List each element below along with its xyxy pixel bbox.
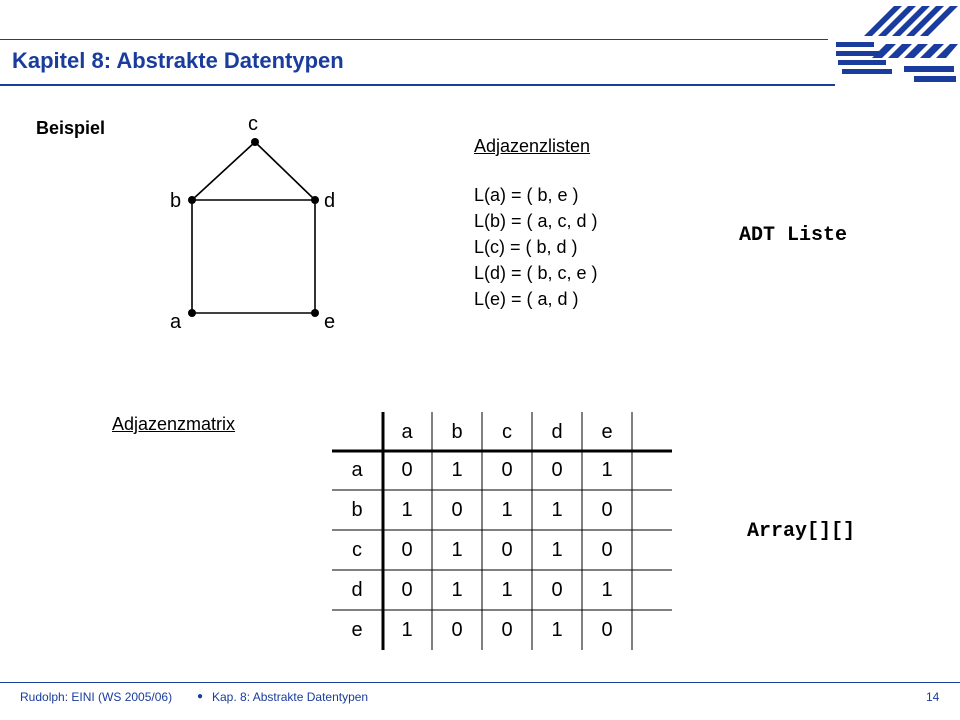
matrix-grid bbox=[322, 412, 672, 652]
page-number: 14 bbox=[926, 690, 940, 704]
matrix-cell: 0 bbox=[401, 458, 413, 481]
matrix-cell: 0 bbox=[501, 458, 513, 481]
footer-author: Rudolph: EINI (WS 2005/06) bbox=[20, 690, 173, 704]
matrix-row-header: c bbox=[352, 538, 362, 561]
matrix-cell: 1 bbox=[451, 578, 463, 601]
vertex-label-e: e bbox=[324, 311, 336, 333]
adjacency-matrix bbox=[322, 412, 672, 652]
section-label-beispiel: Beispiel bbox=[36, 118, 106, 138]
vertex-b-dot bbox=[188, 196, 196, 204]
matrix-cell: 0 bbox=[401, 578, 413, 601]
matrix-cell: 0 bbox=[501, 618, 513, 641]
footer-line bbox=[0, 682, 960, 683]
matrix-col-header: b bbox=[451, 420, 463, 443]
matrix-cell: 1 bbox=[551, 498, 563, 521]
matrix-cell: 1 bbox=[501, 498, 513, 521]
edge-c-b bbox=[192, 142, 255, 200]
matrix-cell: 0 bbox=[601, 498, 613, 521]
vertex-label-c: c bbox=[248, 113, 258, 135]
matrix-cell: 0 bbox=[601, 618, 613, 641]
matrix-col-header: a bbox=[401, 420, 413, 443]
matrix-row-header: e bbox=[351, 618, 363, 641]
matrix-cell: 0 bbox=[501, 538, 513, 561]
matrix-cell: 0 bbox=[451, 618, 463, 641]
matrix-col-header: c bbox=[502, 420, 512, 443]
matrix-cell: 0 bbox=[401, 538, 413, 561]
adjacency-list-line: L(c) = ( b, d ) bbox=[474, 237, 578, 257]
matrix-cell: 1 bbox=[451, 458, 463, 481]
adjacency-list-line: L(e) = ( a, d ) bbox=[474, 289, 579, 309]
vertex-d-dot bbox=[311, 196, 319, 204]
matrix-col-header: e bbox=[601, 420, 613, 443]
vertex-label-b: b bbox=[170, 190, 182, 212]
matrix-cell: 0 bbox=[551, 458, 563, 481]
matrix-cell: 1 bbox=[551, 538, 563, 561]
matrix-row-header: a bbox=[351, 458, 363, 481]
matrix-cell: 1 bbox=[401, 618, 413, 641]
matrix-col-header: d bbox=[551, 420, 563, 443]
university-logo-icon bbox=[824, 0, 960, 84]
footer-chapter: Kap. 8: Abstrakte Datentypen bbox=[212, 690, 369, 704]
title-underline bbox=[0, 84, 835, 86]
array-label: Array[][] bbox=[747, 520, 856, 543]
vertex-label-d: d bbox=[324, 190, 336, 212]
footer-bullet-icon: ● bbox=[197, 691, 204, 702]
adjacency-list-line: L(a) = ( b, e ) bbox=[474, 185, 579, 205]
adjacency-matrix-heading: Adjazenzmatrix bbox=[112, 414, 236, 434]
matrix-cell: 1 bbox=[601, 578, 613, 601]
matrix-cell: 1 bbox=[551, 618, 563, 641]
adjacency-lists-heading: Adjazenzlisten bbox=[474, 136, 591, 156]
vertex-e-dot bbox=[311, 309, 319, 317]
edge-c-d bbox=[255, 142, 315, 200]
vertex-label-a: a bbox=[170, 311, 182, 333]
matrix-row-header: b bbox=[351, 498, 363, 521]
graph-diagram bbox=[160, 108, 350, 338]
matrix-cell: 0 bbox=[451, 498, 463, 521]
matrix-cell: 0 bbox=[601, 538, 613, 561]
matrix-cell: 0 bbox=[551, 578, 563, 601]
matrix-cell: 1 bbox=[501, 578, 513, 601]
adjacency-list-line: L(d) = ( b, c, e ) bbox=[474, 263, 598, 283]
adt-liste-label: ADT Liste bbox=[739, 224, 848, 247]
slide-title: Kapitel 8: Abstrakte Datentypen bbox=[12, 48, 344, 73]
vertex-a-dot bbox=[188, 309, 196, 317]
matrix-row-header: d bbox=[351, 578, 363, 601]
vertex-c-dot bbox=[251, 138, 259, 146]
matrix-cell: 1 bbox=[401, 498, 413, 521]
header-top-line bbox=[0, 39, 828, 40]
matrix-cell: 1 bbox=[451, 538, 463, 561]
adjacency-lists bbox=[474, 182, 598, 312]
matrix-cell: 1 bbox=[601, 458, 613, 481]
adjacency-list-line: L(b) = ( a, c, d ) bbox=[474, 211, 598, 231]
